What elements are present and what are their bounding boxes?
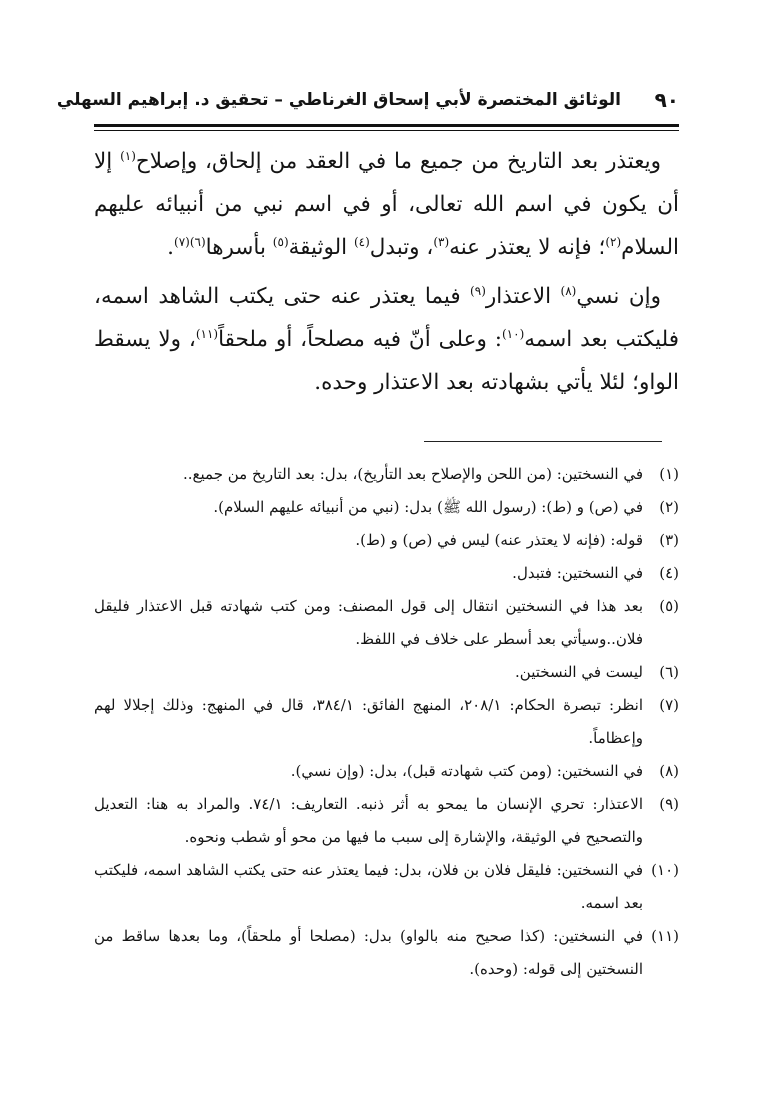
footnote <box>94 656 679 689</box>
footnote <box>94 524 679 557</box>
text-run: . <box>167 235 174 260</box>
footnote-ref: (٥) <box>272 234 289 249</box>
main-text <box>94 140 679 404</box>
footnote-ref: (١٠) <box>501 326 525 341</box>
footnote-text: في النسختين: (ومن كتب شهادته قبل)، بدل: (وإن نسي). <box>290 762 643 780</box>
footnote-number: (٨) <box>659 762 679 780</box>
header-rule-thick <box>94 124 679 127</box>
footnote-ref: (١١) <box>195 326 219 341</box>
footnotes <box>94 458 679 986</box>
footnote-separator <box>424 441 662 442</box>
footnote-text: انظر: تبصرة الحكام: ٢٠٨/١، المنهج الفائق: ٣٨٤/١، قال في المنهج: وذلك إجلالا لهم وإعظاماً. <box>94 696 643 747</box>
footnote-number: (٩) <box>659 795 679 813</box>
text-run: بأسرها <box>205 235 273 260</box>
text-run: ، وتبدل <box>369 235 434 260</box>
footnote-ref: (٣) <box>433 234 450 249</box>
text-run: الوثيقة <box>288 235 354 260</box>
footnote-number: (٤) <box>659 564 679 582</box>
page-header <box>56 88 679 118</box>
footnote <box>94 491 679 524</box>
paragraph-1 <box>94 140 679 269</box>
text-run: وإن نسي <box>576 284 661 309</box>
footnote <box>94 788 679 854</box>
footnote-text: في النسختين: (كذا صحيح منه بالواو) بدل: (مصلحا أو ملحقاً)، وما بعدها ساقط من النسختين إلى قوله: (وحده). <box>94 927 643 978</box>
text-run: فيما يعتذر عنه حتى يكتب الشاهد اسمه، فليكتب بعد اسمه <box>94 284 679 352</box>
footnote-number: (١٠) <box>651 861 679 879</box>
footnote-number: (١١) <box>651 927 679 945</box>
text-run: ؛ فإنه لا يعتذر عنه <box>449 235 606 260</box>
footnote-text: ليست في النسختين. <box>515 663 643 681</box>
text-run: ويعتذر بعد التاريخ من جميع ما في العقد من إلحاق، وإصلاح <box>135 149 661 174</box>
footnote <box>94 920 679 986</box>
footnote-number: (٢) <box>659 498 679 516</box>
footnote-text: في النسختين: فليقل فلان بن فلان، بدل: فيما يعتذر عنه حتى يكتب الشاهد اسمه، فليكتب بعد اسمه. <box>94 861 643 912</box>
footnote-text: في النسختين: (من اللحن والإصلاح بعد التأريخ)، بدل: بعد التاريخ من جميع.. <box>183 465 643 483</box>
footnote-ref: (٨) <box>560 283 577 298</box>
footnote <box>94 557 679 590</box>
footnote-ref: (٤) <box>353 234 370 249</box>
paragraph-2 <box>94 275 679 404</box>
text-run: : وعلى أنّ فيه مصلحاً، أو ملحقاً <box>218 327 502 352</box>
footnote <box>94 755 679 788</box>
footnote-text: قوله: (فإنه لا يعتذر عنه) ليس في (ص) و (ط). <box>355 531 643 549</box>
running-title: الوثائق المختصرة لأبي إسحاق الغرناطي – تحقيق د. إبراهيم السهلي <box>56 90 621 110</box>
footnote-text: في النسختين: فتبدل. <box>512 564 643 582</box>
footnote-ref: (٢) <box>605 234 622 249</box>
footnote-text: في (ص) و (ط): (رسول الله ﷺ) بدل: (نبي من أنبيائه عليهم السلام). <box>213 498 643 516</box>
footnote-number: (٥) <box>659 597 679 615</box>
header-rule-thin <box>94 130 679 131</box>
footnote <box>94 689 679 755</box>
text-run: الاعتذار <box>485 284 561 309</box>
footnote <box>94 590 679 656</box>
footnote-number: (٣) <box>659 531 679 549</box>
text-run: ، ولا يسقط الواو؛ لئلا يأتي بشهادته بعد الاعتذار وحده. <box>94 327 679 395</box>
footnote-number: (٦) <box>659 663 679 681</box>
footnote-text: بعد هذا في النسختين انتقال إلى قول المصنف: ومن كتب شهادته قبل الاعتذار فليقل فلان..وسيأتي بعد أسطر على خلاف في اللفظ. <box>94 597 643 648</box>
footnote-ref: (٦)(٧) <box>174 234 206 249</box>
footnote-number: (٧) <box>659 696 679 714</box>
page-number: ٩٠ <box>654 88 679 112</box>
text-run: إلا أن يكون في اسم الله تعالى، أو في اسم نبي من أنبيائه عليهم السلام <box>94 149 679 260</box>
footnote-ref: (١) <box>120 148 136 163</box>
footnote-ref: (٩) <box>470 283 486 298</box>
footnote <box>94 458 679 491</box>
footnote-number: (١) <box>659 465 679 483</box>
footnote-text: الاعتذار: تحري الإنسان ما يمحو به أثر ذنبه. التعاريف: ٧٤/١. والمراد به هنا: التعديل والتصحيح في الوثيقة، والإشارة إلى سبب ما فيها من محو أو شطب ونحوه. <box>94 795 643 846</box>
footnote <box>94 854 679 920</box>
